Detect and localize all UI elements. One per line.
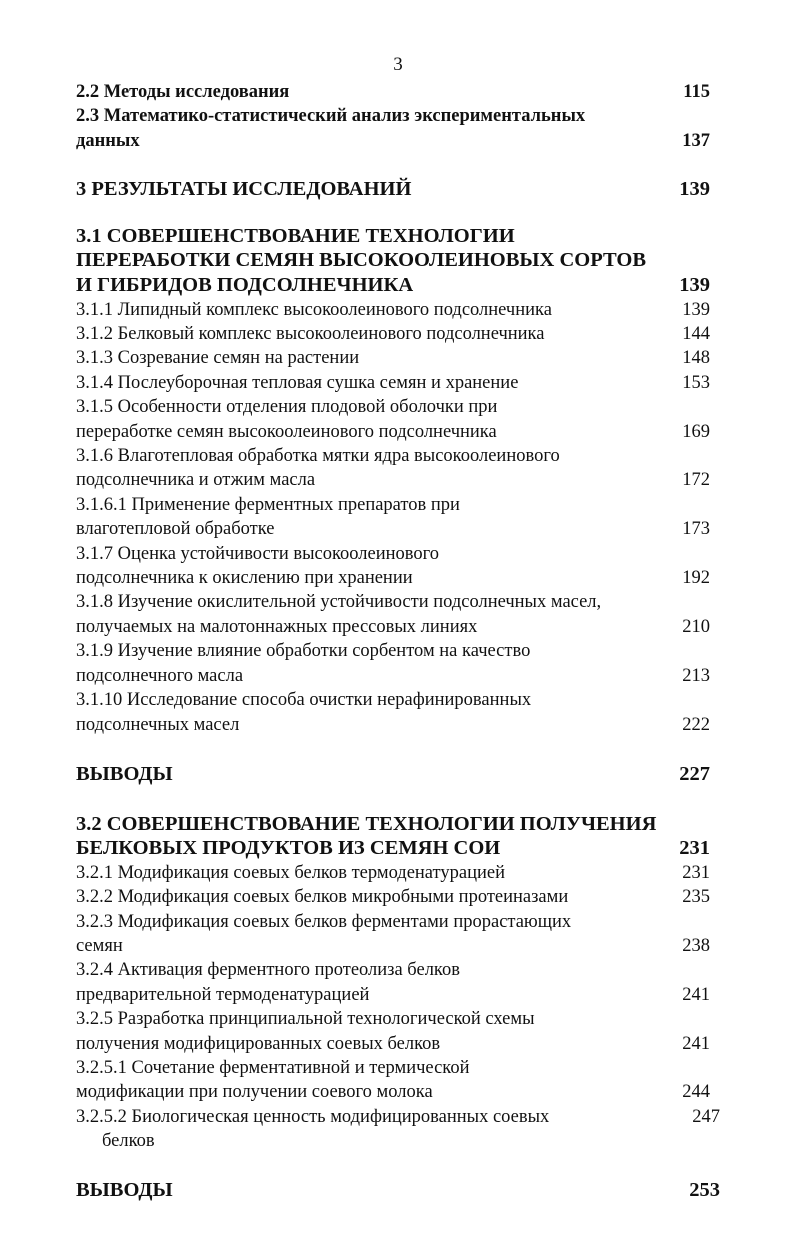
toc-entry-page: 241 xyxy=(682,984,710,1005)
spacer xyxy=(76,737,726,762)
toc-entry-3-1-5 xyxy=(76,395,726,444)
toc-entry-page: 244 xyxy=(682,1082,710,1103)
toc-entry-title: 3.1.5 Особенности отделения плодовой оболочки при xyxy=(76,397,498,418)
toc-entry-page: 139 xyxy=(682,299,710,320)
toc-entry-title: 3.2.5 Разработка принципиальной технологической схемы xyxy=(76,1009,535,1030)
toc-entry-chapter-3 xyxy=(76,177,726,202)
toc-entry-title: ВЫВОДЫ xyxy=(76,1178,173,1201)
toc-entry-3-2-5-1 xyxy=(76,1056,726,1105)
toc-entry-title: 3.1.4 Послеуборочная тепловая сушка семян и хранение xyxy=(76,372,519,393)
toc-entry-title: 3.2.5.2 Биологическая ценность модифицированных соевых xyxy=(76,1106,550,1127)
toc-entry-title: 3.2.5.1 Сочетание ферментативной и термической xyxy=(76,1057,470,1078)
toc-entry-title-cont: БЕЛКОВЫХ ПРОДУКТОВ ИЗ СЕМЯН СОИ xyxy=(76,837,501,860)
toc-entry-title-cont: модификации при получении соевого молока xyxy=(76,1082,433,1103)
toc-entry-title-cont: подсолнечных масел xyxy=(76,714,240,735)
toc-entry-title-cont: получения модифицированных соевых белков xyxy=(76,1033,441,1054)
toc-entry-3-2-5-2 xyxy=(76,1105,726,1154)
toc-entry-title-cont: подсолнечного масла xyxy=(76,665,244,686)
toc-entry-title-cont: подсолнечника к окислению при хранении xyxy=(76,568,413,589)
toc-entry-3-1-6-1 xyxy=(76,493,726,542)
toc-entry-page: 222 xyxy=(682,714,710,735)
toc-entry-title-cont: влаготепловой обработке xyxy=(76,519,275,540)
page-number: 3 xyxy=(393,54,403,75)
toc-entry-page: 213 xyxy=(682,665,710,686)
toc-entry-page: 227 xyxy=(679,762,710,785)
toc-entry-3-1-4 xyxy=(76,371,726,395)
spacer xyxy=(76,153,726,177)
toc-entry-title: 3 РЕЗУЛЬТАТЫ ИССЛЕДОВАНИЙ xyxy=(76,178,412,201)
toc-entry-title: 3.2.4 Активация ферментного протеолиза белков xyxy=(76,960,460,981)
toc-entry-page: 144 xyxy=(682,324,710,344)
toc-entry-page: 173 xyxy=(682,519,710,540)
toc-entry-title-cont: переработке семян высокоолеинового подсолнечника xyxy=(76,421,497,442)
toc-entry-title: 3.1.6.1 Применение ферментных препаратов при xyxy=(76,494,460,515)
toc-entry-title: 3.1.8 Изучение окислительной устойчивости подсолнечных масел, xyxy=(76,592,602,613)
toc-entry-conclusions-2 xyxy=(76,1178,726,1203)
toc-entry-title: 3.2.3 Модификация соевых белков ферментами прорастающих xyxy=(76,911,572,932)
toc-entry-page: 115 xyxy=(683,82,710,102)
toc-entry-page: 231 xyxy=(682,862,710,883)
toc-entry-3-1-1 xyxy=(76,298,726,322)
toc-entry-3-1-3 xyxy=(76,346,726,370)
toc-entry-2-3 xyxy=(76,104,726,153)
toc-entry-title-cont: подсолнечника и отжим масла xyxy=(76,470,316,491)
toc-entry-2-2 xyxy=(76,80,726,104)
toc-entry-page: 241 xyxy=(682,1033,710,1054)
toc-entry-title-cont: белков xyxy=(102,1131,155,1152)
toc-entry-conclusions-1 xyxy=(76,762,726,787)
toc-entry-title: 3.1.1 Липидный комплекс высокоолеинового подсолнечника xyxy=(76,299,552,320)
toc-entry-title: ВЫВОДЫ xyxy=(76,762,173,785)
toc-entry-title: 3.1.2 Белковый комплекс высокоолеинового подсолнечника xyxy=(76,324,545,344)
toc-entry-3-2-2 xyxy=(76,885,726,909)
toc-entry-title-cont: семян xyxy=(76,935,123,956)
toc-entry-page: 238 xyxy=(682,935,710,956)
toc-entry-title: 3.1.10 Исследование способа очистки нерафинированных xyxy=(76,690,532,711)
toc-entry-3-1 xyxy=(76,224,726,298)
toc-entry-3-1-7 xyxy=(76,542,726,591)
toc-entry-3-2-4 xyxy=(76,958,726,1007)
toc-entry-page: 172 xyxy=(682,470,710,491)
toc-entry-title: 3.1.3 Созревание семян на растении xyxy=(76,348,360,369)
toc-entry-title-cont: И ГИБРИДОВ ПОДСОЛНЕЧНИКА xyxy=(76,274,414,296)
toc-entry-3-1-9 xyxy=(76,639,726,688)
toc-entry-3-2-3 xyxy=(76,910,726,959)
toc-entry-page: 247 xyxy=(692,1106,720,1127)
toc-entry-title: 3.2.1 Модификация соевых белков термоденатурацией xyxy=(76,862,506,883)
toc-entry-page: 153 xyxy=(682,372,710,393)
toc-entry-page: 139 xyxy=(679,178,710,201)
toc-entry-page: 139 xyxy=(679,274,710,296)
toc-entry-3-1-10 xyxy=(76,688,726,737)
toc-entry-title: 3.2 СОВЕРШЕНСТВОВАНИЕ ТЕХНОЛОГИИ ПОЛУЧЕНИЯ xyxy=(76,812,657,835)
toc-entry-title: 2.3 Математико-статистический анализ экспериментальных xyxy=(76,106,586,127)
toc-entry-page: 253 xyxy=(689,1178,720,1201)
toc-entry-title: 3.2.2 Модификация соевых белков микробными протеиназами xyxy=(76,887,569,908)
toc-entry-title-cont: ПЕРЕРАБОТКИ СЕМЯН ВЫСОКООЛЕИНОВЫХ СОРТОВ xyxy=(76,249,647,272)
toc-entry-3-2 xyxy=(76,812,726,861)
toc-entry-title-cont: предварительной термоденатурацией xyxy=(76,984,370,1005)
toc-entry-page: 210 xyxy=(682,616,710,637)
toc-entry-page: 235 xyxy=(682,887,710,908)
toc-entry-page: 192 xyxy=(682,568,710,589)
toc-entry-title: 3.1 СОВЕРШЕНСТВОВАНИЕ ТЕХНОЛОГИИ xyxy=(76,224,515,247)
toc-entry-page: 169 xyxy=(682,421,710,442)
toc-entry-title-cont: данных xyxy=(76,130,140,151)
toc-entry-page: 148 xyxy=(682,348,710,369)
toc-entry-title: 3.1.9 Изучение влияние обработки сорбентом на качество xyxy=(76,641,531,662)
toc-entry-page: 231 xyxy=(679,837,710,860)
spacer xyxy=(76,787,726,812)
toc-entry-title-cont: получаемых на малотоннажных прессовых линиях xyxy=(76,616,478,637)
spacer xyxy=(76,1154,726,1178)
toc-entry-3-2-5 xyxy=(76,1007,726,1056)
toc-entry-title: 3.1.7 Оценка устойчивости высокоолеинового xyxy=(76,543,439,564)
table-of-contents xyxy=(76,80,726,1202)
toc-entry-title: 2.2 Методы исследования xyxy=(76,82,290,102)
toc-entry-title: 3.1.6 Влаготепловая обработка мятки ядра высокоолеинового xyxy=(76,446,560,467)
toc-entry-3-1-8 xyxy=(76,590,726,639)
toc-entry-3-1-6 xyxy=(76,444,726,493)
toc-entry-page: 137 xyxy=(682,130,710,151)
toc-entry-3-2-1 xyxy=(76,861,726,885)
toc-entry-3-1-2 xyxy=(76,322,726,346)
spacer xyxy=(76,202,726,224)
